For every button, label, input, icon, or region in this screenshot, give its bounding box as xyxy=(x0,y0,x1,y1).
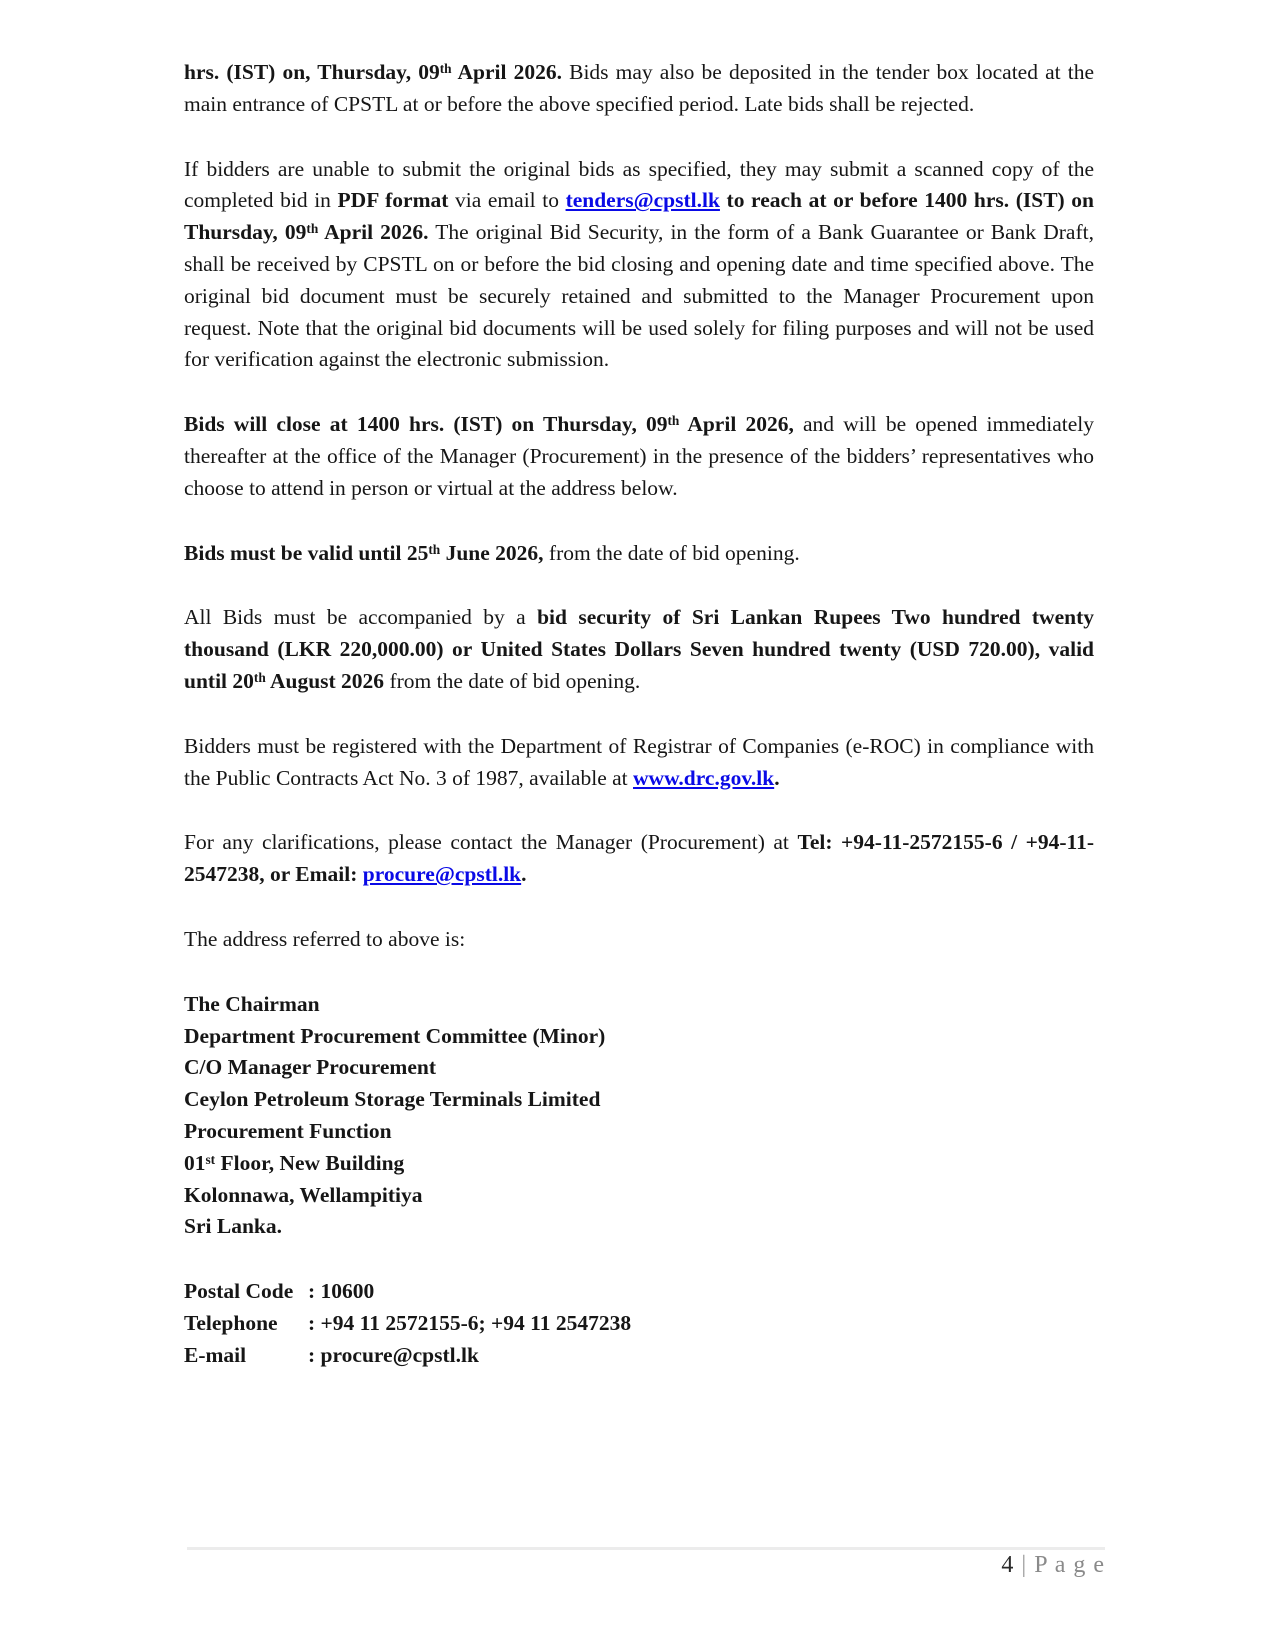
text-run: Ceylon Petroleum Storage Terminals Limited xyxy=(184,1087,601,1112)
contact-details xyxy=(184,1276,1094,1371)
paragraph-email-submission xyxy=(184,154,1094,377)
paragraph-registration xyxy=(184,731,1094,795)
text-run: hrs. (IST) on, Thursday, 09 xyxy=(184,60,440,84)
text-run: April 2026. xyxy=(451,60,562,84)
footer-divider xyxy=(187,1547,1105,1550)
contact-value: : +94 11 2572155-6; +94 11 2547238 xyxy=(308,1310,632,1335)
text-run: from the date of bid opening. xyxy=(384,668,641,693)
text-run: April 2026. xyxy=(318,220,429,245)
contact-value: : procure@cpstl.lk xyxy=(308,1342,479,1367)
text-run: via email to xyxy=(448,188,566,213)
text-run: PDF format xyxy=(337,188,449,213)
tenders-email-link[interactable]: tenders@cpstl.lk xyxy=(565,188,720,213)
superscript-text: th xyxy=(667,413,680,429)
superscript-text: th xyxy=(439,61,452,77)
text-run: from the date of bid opening. xyxy=(543,540,800,565)
address-line xyxy=(184,1211,1094,1243)
text-run: bid security of Sri Lankan Rupees Two hundred twenty thousand (LKR 220,000.00) or United States Dollars Seven hundred twenty (USD 720.00), valid until 20 xyxy=(184,605,1094,693)
text-run: June 2026, xyxy=(440,540,544,565)
contact-label: Postal Code xyxy=(184,1279,294,1304)
address-line xyxy=(184,1116,1094,1148)
address-line xyxy=(184,1052,1094,1084)
address-block xyxy=(184,989,1094,1243)
text-run: Bidders must be registered with the Department of Registrar of Companies (e-ROC) in compliance with the Public Contracts Act No. 3 of 1987, available at xyxy=(184,733,1094,790)
text-run: and will be opened immediately thereafter at the office of the Manager (Procurement) in the presence of the bidders’ representatives who choose to attend in person or virtual at the address below. xyxy=(184,412,1094,500)
superscript-text: th xyxy=(428,541,441,557)
procure-email-link[interactable]: procure@cpstl.lk xyxy=(362,862,522,887)
text-run: If bidders are unable to submit the original bids as specified, they may submit a scanned copy of the completed bid in xyxy=(184,156,1094,213)
text-run: All Bids must be accompanied by a xyxy=(184,605,538,630)
address-line xyxy=(184,1180,1094,1212)
paragraph-bid-closing xyxy=(184,409,1094,504)
text-run: The original Bid Security, in the form of a Bank Guarantee or Bank Draft, shall be received by CPSTL on or before the bid closing and opening date and time specified above. The original bid document must be securely retained and submitted to the Manager Procurement upon request. Note that the original bid documents will be used solely for filing purposes and will not be used for verification against the electronic submission. xyxy=(184,220,1094,372)
superscript-text: th xyxy=(253,669,266,685)
text-run: . xyxy=(774,765,780,790)
address-line xyxy=(184,1021,1094,1053)
paragraph-address-intro xyxy=(184,924,1094,956)
text-run: Floor, New Building xyxy=(215,1150,405,1175)
text-run: Bids may also be deposited in the tender box located at the main entrance of CPSTL at or before the above specified period. Late bids shall be rejected. xyxy=(184,60,1094,116)
contact-label: E-mail xyxy=(184,1342,247,1367)
footer-separator: | xyxy=(1021,1552,1028,1578)
address-line xyxy=(184,1084,1094,1116)
address-line xyxy=(184,989,1094,1021)
text-run: . xyxy=(521,862,527,887)
superscript-text: st xyxy=(205,1151,216,1167)
text-run: Kolonnawa, Wellampitiya xyxy=(184,1182,423,1207)
superscript-text: th xyxy=(306,221,319,237)
footer-page-word: P a g e xyxy=(1034,1552,1105,1578)
address-line xyxy=(184,1148,1094,1180)
paragraph-submission-deadline xyxy=(184,57,1094,121)
text-run: Department Procurement Committee (Minor) xyxy=(184,1023,606,1048)
contact-value: : 10600 xyxy=(308,1279,375,1304)
text-run: Bids will close at 1400 hrs. (IST) on Thursday, 09 xyxy=(184,412,668,437)
contact-label: Telephone xyxy=(184,1310,278,1335)
contact-row xyxy=(184,1308,1094,1340)
text-run: Tel: +94-11-2572155-6 / +94-11-2547238, or Email: xyxy=(184,830,1094,887)
contact-row xyxy=(184,1340,1094,1372)
paragraph-bid-validity xyxy=(184,538,1094,570)
text-run: C/O Manager Procurement xyxy=(184,1055,436,1080)
text-run: August 2026 xyxy=(265,668,385,693)
text-run: Procurement Function xyxy=(184,1118,392,1143)
text-run: The Chairman xyxy=(184,991,320,1016)
text-run: to reach at or before 1400 hrs. (IST) on Thursday, 09 xyxy=(184,188,1095,245)
drc-website-link[interactable]: www.drc.gov.lk xyxy=(633,765,775,790)
text-run: 01 xyxy=(184,1150,206,1175)
text-run: For any clarifications, please contact the Manager (Procurement) at xyxy=(184,830,798,855)
page-footer xyxy=(187,1551,1105,1579)
text-run: The address referred to above is: xyxy=(184,926,466,951)
text-run: Sri Lanka. xyxy=(184,1214,282,1239)
document-body xyxy=(184,57,1094,1372)
paragraph-bid-security xyxy=(184,602,1094,697)
text-run: Bids must be valid until 25 xyxy=(184,540,429,565)
paragraph-clarifications xyxy=(184,827,1094,891)
contact-row xyxy=(184,1276,1094,1308)
page-number: 4 xyxy=(1001,1552,1015,1578)
text-run: April 2026, xyxy=(679,412,794,437)
